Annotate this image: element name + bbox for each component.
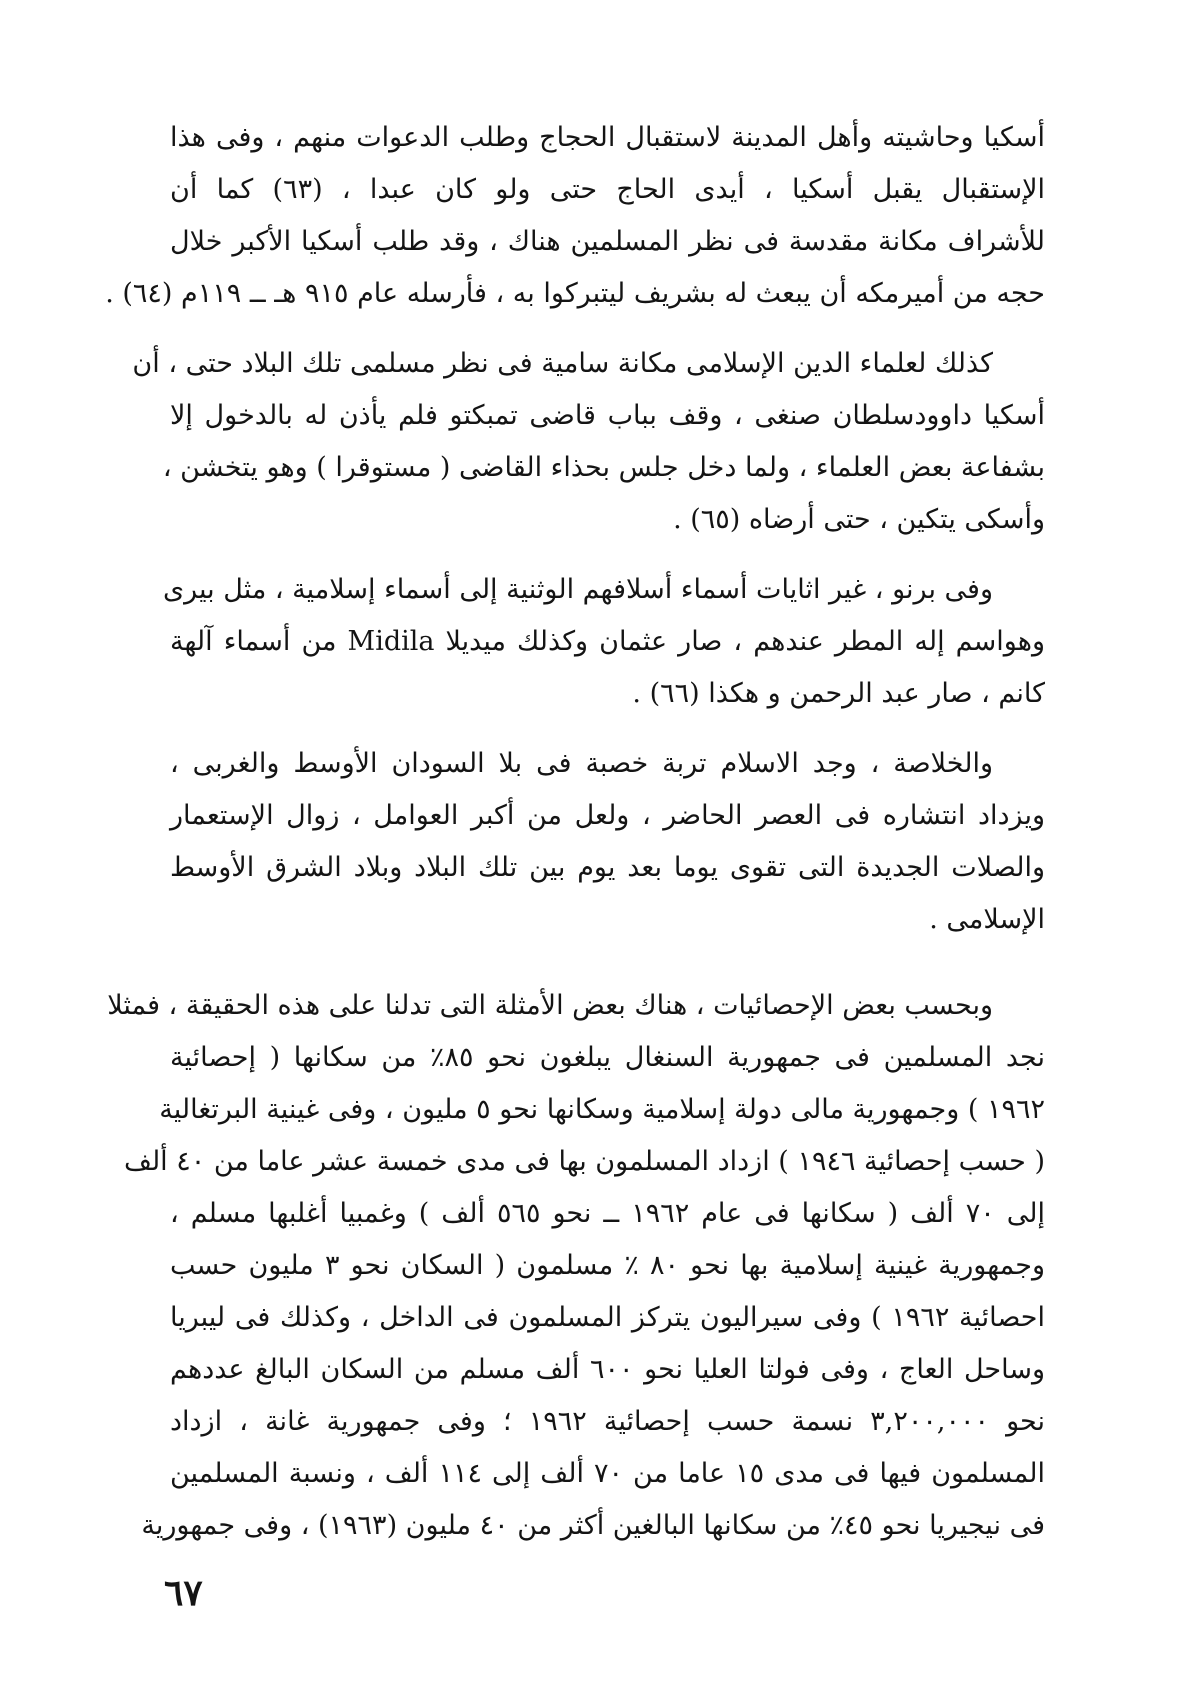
- text-line: والخلاصة ، وجد الاسلام تربة خصبة فى بلا السودان الأوسط والغربى ،: [170, 748, 993, 779]
- text-line: وأسكى يتكين ، حتى أرضاه (٦٥) .: [673, 504, 1045, 535]
- text-line: الإسلامى .: [929, 904, 1045, 935]
- text-line: نجد المسلمين فى جمهورية السنغال يبلغون نحو ٨٥٪ من سكانها ( إحصائية: [170, 1042, 1045, 1073]
- text-line: أسكيا داوودسلطان صنغى ، وقف بباب قاضى تمبكتو فلم يأذن له بالدخول إلا: [170, 400, 1045, 431]
- text-line: بشفاعة بعض العلماء ، ولما دخل جلس بحذاء القاضى ( مستوقرا ) وهو يتخشن ،: [162, 452, 1045, 483]
- text-line: ويزداد انتشاره فى العصر الحاضر ، ولعل من أكبر العوامل ، زوال الإستعمار: [170, 800, 1045, 831]
- text-line: ( حسب إحصائية ١٩٤٦ ) ازداد المسلمون بها فى مدى خمسة عشر عاما من ٤٠ ألف: [124, 1146, 1045, 1177]
- text-line: والصلات الجديدة التى تقوى يوما بعد يوم بين تلك البلاد وبلاد الشرق الأوسط: [170, 852, 1045, 883]
- text-line: وبحسب بعض الإحصائيات ، هناك بعض الأمثلة التى تدلنا على هذه الحقيقة ، فمثلا: [107, 990, 993, 1021]
- text-line: أسكيا وحاشيته وأهل المدينة لاستقبال الحجاج وطلب الدعوات منهم ، وفى هذا: [170, 122, 1045, 153]
- paragraph-scholars-status: [132, 338, 1045, 546]
- text-line: للأشراف مكانة مقدسة فى نظر المسلمين هناك ، وقد طلب أسكيا الأكبر خلال: [170, 226, 1045, 257]
- text-line: احصائية ١٩٦٢ ) وفى سيراليون يتركز المسلمون فى الداخل ، وكذلك فى ليبريا: [170, 1302, 1045, 1333]
- text-line: حجه من أميرمكه أن يبعث له بشريف ليتبركوا به ، فأرسله عام ٩١٥ هـ ــ ١١٩م (٦٤) .: [105, 278, 1045, 309]
- paragraph-bornu-names: [162, 564, 1045, 720]
- paragraph-conclusion: [170, 738, 1045, 946]
- text-line: الإستقبال يقبل أسكيا ، أيدى الحاج حتى ولو كان عبدا ، (٦٣) كما أن: [170, 174, 1046, 205]
- text-line: إلى ٧٠ ألف ( سكانها فى عام ١٩٦٢ ــ نحو ٥٦٥ ألف ) وغمبيا أغلبها مسلم ،: [170, 1198, 1046, 1229]
- text-line: فى نيجيريا نحو ٤٥٪ من سكانها البالغين أكثر من ٤٠ مليون (١٩٦٣) ، وفى جمهورية: [141, 1510, 1045, 1541]
- text-line: وهواسم إله المطر عندهم ، صار عثمان وكذلك ميديلا Midila من أسماء آلهة: [170, 626, 1045, 657]
- text-line: كذلك لعلماء الدين الإسلامى مكانة سامية فى نظر مسلمى تلك البلاد حتى ، أن: [132, 348, 993, 379]
- text-line: كانم ، صار عبد الرحمن و هكذا (٦٦) .: [632, 678, 1045, 709]
- text-line: المسلمون فيها فى مدى ١٥ عاما من ٧٠ ألف إلى ١١٤ ألف ، ونسبة المسلمين: [170, 1458, 1045, 1489]
- text-line: وجمهورية غينية إسلامية بها نحو ٨٠ ٪ مسلمون ( السكان نحو ٣ مليون حسب: [170, 1250, 1046, 1281]
- paragraph-hajj-reception: [105, 112, 1046, 320]
- page-body: [105, 112, 1046, 1552]
- text-line: وساحل العاج ، وفى فولتا العليا نحو ٦٠٠ ألف مسلم من السكان البالغ عددهم: [170, 1354, 1045, 1385]
- text-line: نحو ٣,٢٠٠,٠٠٠ نسمة حسب إحصائية ١٩٦٢ ؛ وفى جمهورية غانة ، ازداد: [170, 1406, 1046, 1437]
- text-line: وفى برنو ، غير اثايات أسماء أسلافهم الوثنية إلى أسماء إسلامية ، مثل بيرى: [162, 574, 993, 605]
- paragraph-statistics: [107, 980, 1046, 1552]
- text-line: ١٩٦٢ ) وجمهورية مالى دولة إسلامية وسكانها نحو ٥ مليون ، وفى غينية البرتغالية: [159, 1094, 1045, 1125]
- page-number: ٦٧: [164, 1572, 203, 1614]
